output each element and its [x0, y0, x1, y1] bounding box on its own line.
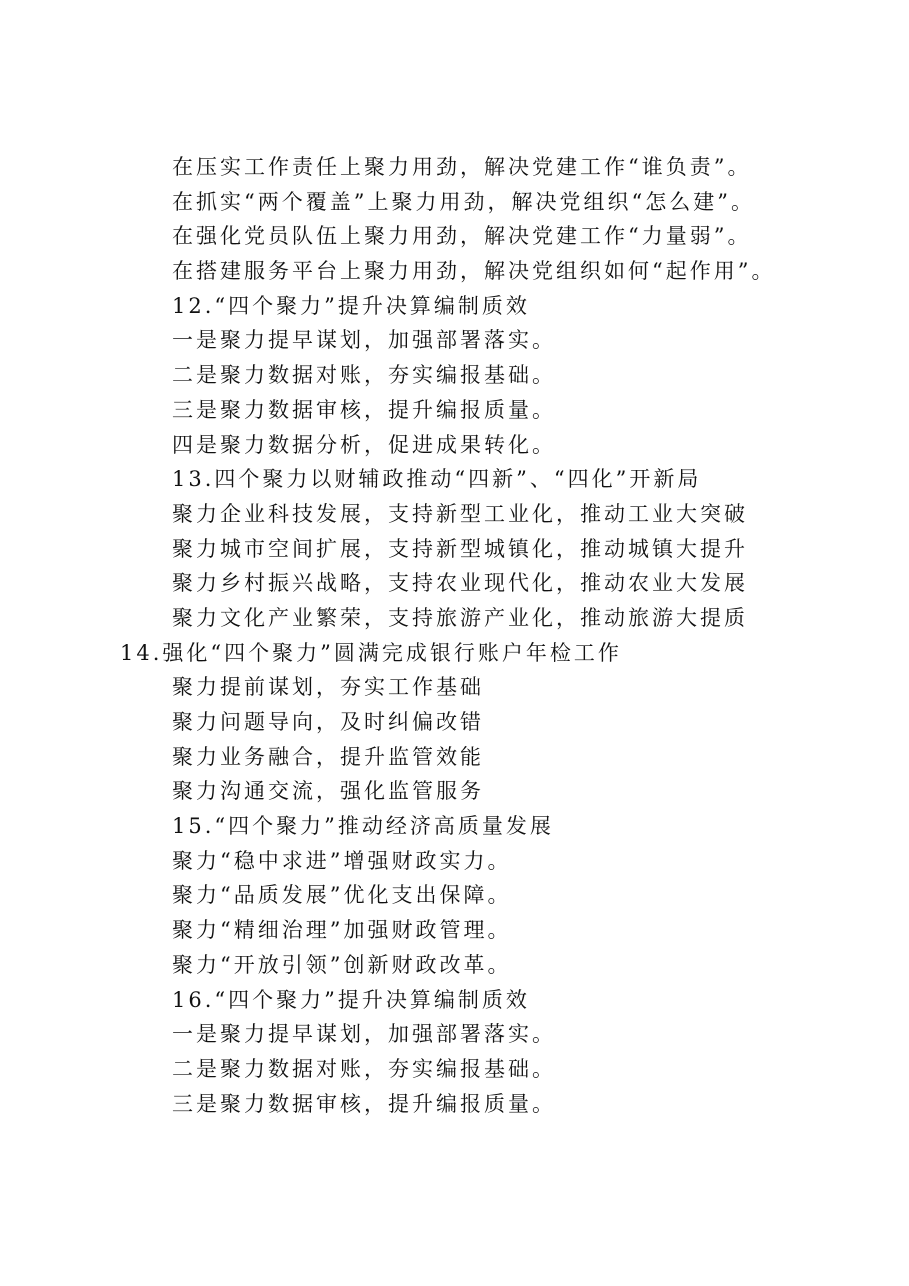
text-line: 聚力城市空间扩展，支持新型城镇化，推动城镇大提升 — [172, 536, 748, 561]
text-line: 一是聚力提早谋划，加强部署落实。 — [172, 328, 556, 353]
text-line: 四是聚力数据分析，促进成果转化。 — [172, 432, 556, 457]
text-line: 聚力企业科技发展，支持新型工业化，推动工业大突破 — [172, 501, 748, 526]
text-line: 在强化党员队伍上聚力用劲，解决党建工作“力量弱”。 — [172, 224, 752, 249]
text-line: 聚力文化产业繁荣，支持旅游产业化，推动旅游大提质 — [172, 605, 748, 630]
text-line: 二是聚力数据对账，夯实编报基础。 — [172, 1056, 556, 1081]
document-body — [0, 150, 909, 1121]
text-line: 聚力“开放引领”创新财政改革。 — [172, 952, 512, 977]
text-line: 三是聚力数据审核，提升编报质量。 — [172, 397, 556, 422]
text-line: 三是聚力数据审核，提升编报质量。 — [172, 1091, 556, 1116]
text-line: 在抓实“两个覆盖”上聚力用劲，解决党组织“怎么建”。 — [172, 189, 755, 214]
text-line: 聚力提前谋划，夯实工作基础 — [172, 675, 484, 700]
text-line: 在压实工作责任上聚力用劲，解决党建工作“谁负责”。 — [172, 155, 752, 179]
section-heading: 14.强化“四个聚力”圆满完成银行账户年检工作 — [120, 640, 622, 665]
text-line: 聚力“精细治理”加强财政管理。 — [172, 918, 512, 943]
text-line: 在搭建服务平台上聚力用劲，解决党组织如何“起作用”。 — [172, 259, 776, 284]
section-heading: 13.四个聚力以财辅政推动“四新”、“四化”开新局 — [172, 467, 702, 492]
text-line: 聚力“稳中求进”增强财政实力。 — [172, 848, 512, 873]
text-line: 二是聚力数据对账，夯实编报基础。 — [172, 363, 556, 388]
text-line: 一是聚力提早谋划，加强部署落实。 — [172, 1022, 556, 1047]
section-heading: 15.“四个聚力”推动经济高质量发展 — [172, 814, 554, 839]
text-line: 聚力“品质发展”优化支出保障。 — [172, 883, 512, 908]
text-line: 聚力问题导向，及时纠偏改错 — [172, 710, 484, 734]
text-line: 聚力乡村振兴战略，支持农业现代化，推动农业大发展 — [172, 571, 748, 596]
text-line: 聚力业务融合，提升监管效能 — [172, 744, 484, 769]
section-heading: 16.“四个聚力”提升决算编制质效 — [172, 987, 530, 1012]
text-line: 聚力沟通交流，强化监管服务 — [172, 779, 484, 804]
section-heading: 12.“四个聚力”提升决算编制质效 — [172, 293, 530, 318]
